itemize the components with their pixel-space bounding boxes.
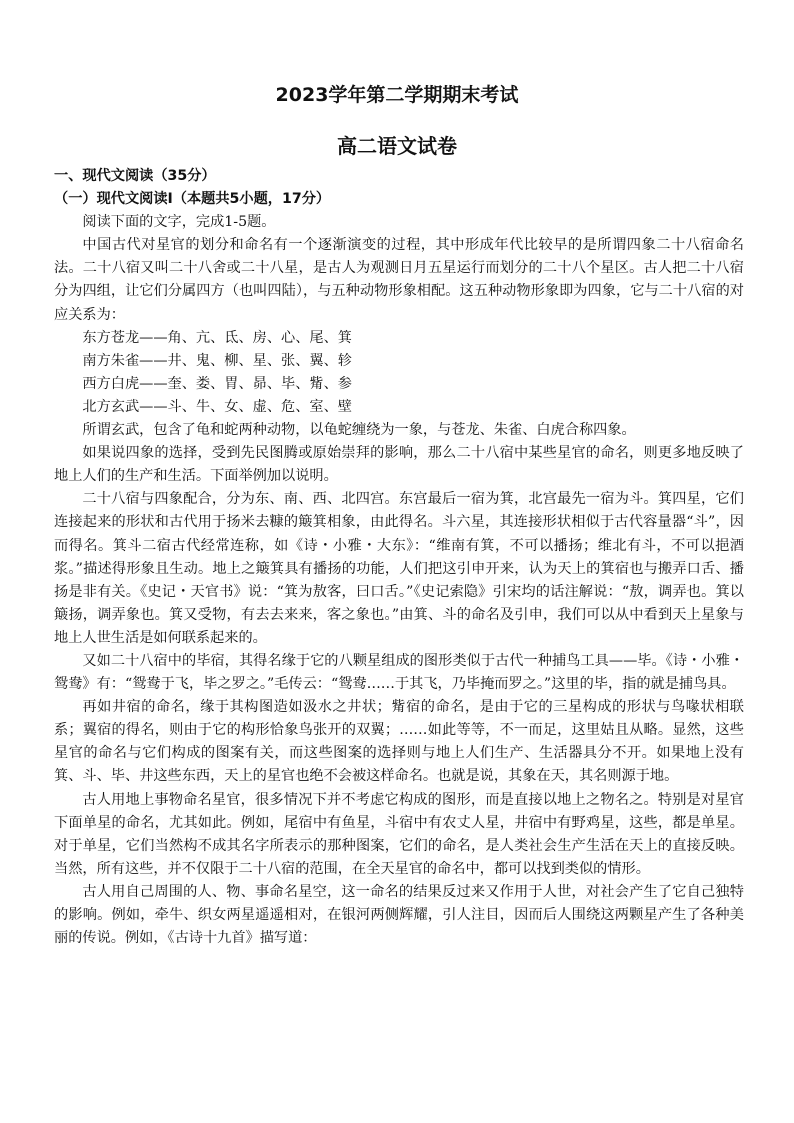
paragraph-3: 如果说四象的选择，受到先民图腾或原始崇拜的影响，那么二十八宿中某些星官的命名，则更多地反映了地上人们的生产和生活。下面举例加以说明。 xyxy=(54,445,744,485)
paragraph-4: 二十八宿与四象配合，分为东、南、西、北四宫。东宫最后一宿为箕，北宫最先一宿为斗。箕四星，它们连接起来的形状和古代用于扬米去糠的簸箕相象，由此得名。斗六星，其连接形状相似于古代容量器“斗”，因而得名。箕斗二宿古代经常连称，如《诗・小雅・大东》：“维南有箕，不可以播扬；维北有斗，不可以挹酒浆。”描述得形象且生动。地上之簸箕具有播扬的功能，人们把这引申开来，认为天上的箕宿也与搬弄口舌、播扬是非有关。《史记・天官书》说：“箕为敖客，曰口舌。”《史记索隐》引宋均的话注解说：“敖，调弄也。箕以簸扬，调弄象也。箕又受物，有去去来来，客之象也。”由箕、斗的命名及引申，我们可以从中看到天上星象与地上人世生活是如何联系起来的。 xyxy=(54,491,744,646)
passage-content xyxy=(54,165,744,950)
reading-instruction: 阅读下面的文字，完成1-5题。 xyxy=(82,214,276,231)
exam-title: 2023学年第二学期期末考试 xyxy=(275,84,519,106)
subsection-heading: （一）现代文阅读Ⅰ（本题共5小题，17分） xyxy=(54,191,331,208)
list-item-south: 南方朱雀——井、鬼、柳、星、张、翼、轸 xyxy=(82,352,352,369)
list-item-east: 东方苍龙——角、亢、氐、房、心、尾、箕 xyxy=(82,329,352,346)
list-item-north: 北方玄武——斗、牛、女、虚、危、室、壁 xyxy=(82,398,352,415)
paragraph-6: 再如井宿的命名，缘于其构图造如汲水之井状；觜宿的命名，是由于它的三星构成的形状与鸟喙状相联系；翼宿的得名，则由于它的构形恰象鸟张开的双翼；……如此等等，不一而足，这里姑且从略。显然，这些星官的命名与它们构成的图案有关，而这些图案的选择则与地上人们生产、生活器具分不开。如果地上没有箕、斗、毕、井这些东西，天上的星官也绝不会被这样命名。也就是说，其象在天，其名则源于地。 xyxy=(54,699,744,785)
section-heading: 一、现代文阅读（35分） xyxy=(54,168,216,184)
paragraph-7: 古人用地上事物命名星官，很多情况下并不考虑它构成的图形，而是直接以地上之物名之。特别是对星官下面单星的命名，尤其如此。例如，尾宿中有鱼星，斗宿中有农丈人星，井宿中有野鸡星，这些，都是单星。对于单星，它们当然构不成其名字所表示的那种图案，它们的命名，是人类社会生产生活在天上的直接反映。当然，所有这些，并不仅限于二十八宿的范围，在全天星官的命名中，都可以找到类似的情形。 xyxy=(54,791,744,877)
paragraph-1: 中国古代对星官的划分和命名有一个逐渐演变的过程，其中形成年代比较早的是所谓四象二十八宿命名法。二十八宿又叫二十八舍或二十八星，是古人为观测日月五星运行而划分的二十八个星区。古人把二十八宿分为四组，让它们分属四方（也叫四陆），与五种动物形象相配。这五种动物形象即为四象，它与二十八宿的对应关系为： xyxy=(54,237,744,323)
paragraph-2: 所谓玄武，包含了龟和蛇两种动物，以龟蛇缠绕为一象，与苍龙、朱雀、白虎合称四象。 xyxy=(82,422,636,439)
paragraph-5: 又如二十八宿中的毕宿，其得名缘于它的八颗星组成的图形类似于古代一种捕鸟工具——毕。《诗・小雅・鸳鸯》有：“鸳鸯于飞，毕之罗之。”毛传云：“鸳鸯……于其飞，乃毕掩而罗之。”这里的毕，指的就是捕鸟具。 xyxy=(54,652,744,693)
paragraph-8: 古人用自己周围的人、物、事命名星空，这一命名的结果反过来又作用于人世，对社会产生了它自己独特的影响。例如，牵牛、织女两星遥遥相对，在银河两侧辉耀，引人注目，因而后人围绕这两颗星产生了各种美丽的传说。例如，《古诗十九首》描写道： xyxy=(54,883,744,947)
paper-title: 高二语文试卷 xyxy=(337,134,457,158)
list-item-west: 西方白虎——奎、娄、胃、昴、毕、觜、参 xyxy=(82,375,352,392)
